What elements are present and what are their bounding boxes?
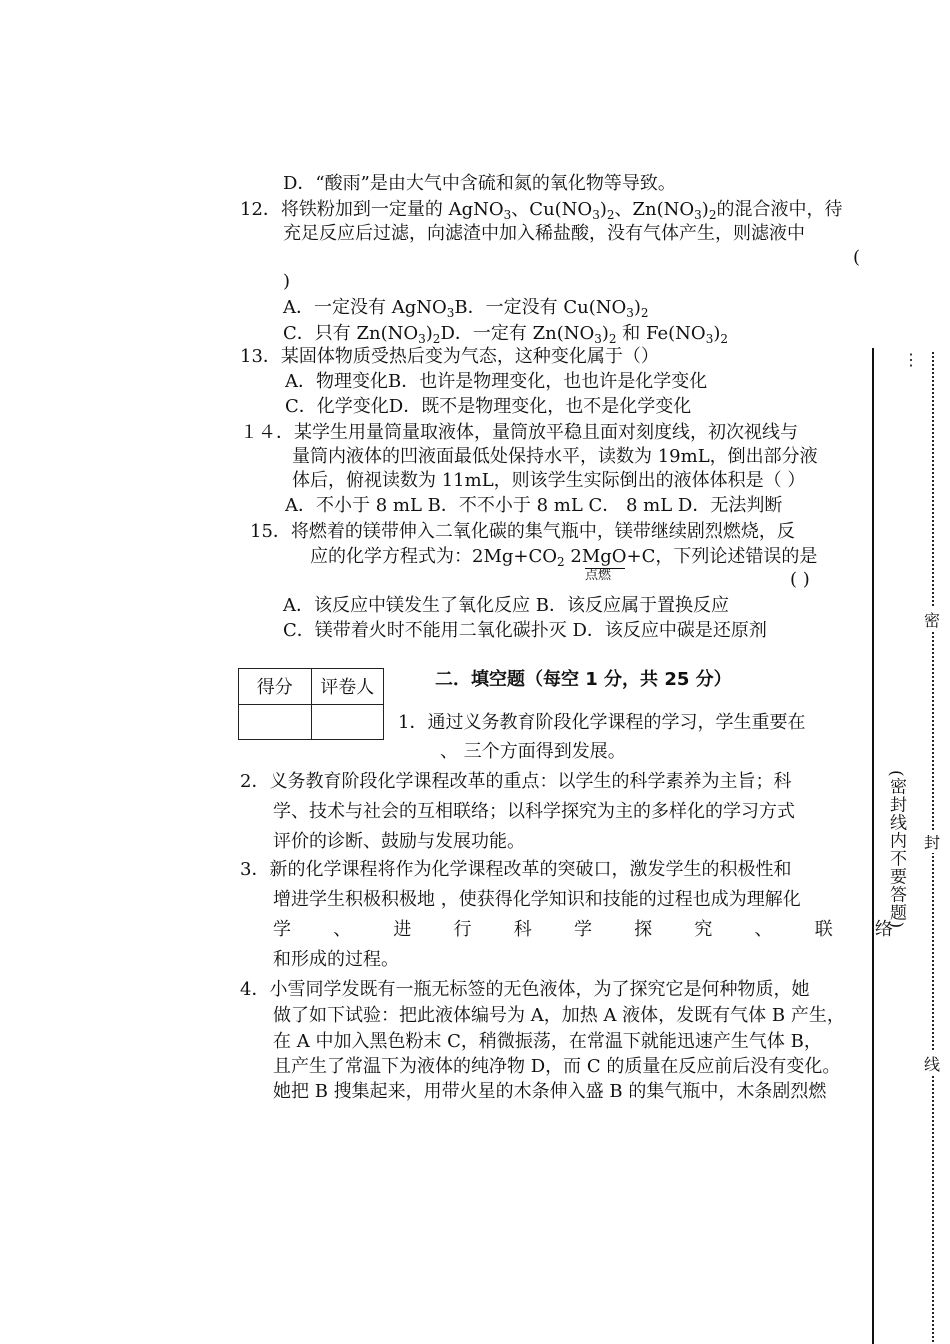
q12-number: 12． — [240, 199, 281, 220]
q15-reaction-condition: 点燃 — [585, 568, 625, 583]
q15-answer-paren: ( ) — [790, 569, 810, 590]
q14-options: A．不小于 8 mL B．不不小于 8 mL C． 8 mL D．无法判断 — [285, 495, 783, 516]
score-cell[interactable] — [239, 704, 312, 740]
section2-q1-line2: 、 三个方面得到发展。 — [440, 741, 626, 762]
q14-stem-line2: 量筒内液体的凹液面最低处保持水平，读数为 19mL，倒出部分液 — [292, 446, 818, 467]
q12-options-cd: C．只有 $Zn(NO_3)_2D$．一定有 $Zn(NO_3)_2$ 和 $Fe(NO_3)_2$ — [283, 323, 728, 346]
section2-q2-line1: 2．义务教育阶段化学课程改革的重点：以学生的科学素养为主旨；科 — [240, 771, 792, 792]
section2-q2-line2: 学、技术与社会的互相联络；以科学探究为主的多样化的学习方式 — [273, 801, 795, 822]
q12-options-ab: A．一定没有 AgNO$_3$B．一定没有 $Cu(NO_3)_2$ — [283, 297, 649, 320]
q12-paren-close: ) — [283, 271, 291, 292]
q15-options-ab: A．该反应中镁发生了氧化反应 B．该反应属于置换反应 — [283, 595, 729, 616]
q13-options-ab: A．物理变化B．也许是物理变化，也也许是化学变化 — [285, 371, 708, 392]
margin-dots: ⋮ — [903, 350, 919, 369]
section2-q4-line1: 4．小雪同学发既有一瓶无标签的无色液体，为了探究它是何种物质，她 — [240, 979, 810, 1000]
q13-stem: 13．某固体物质受热后变为气态，这种变化属于（） — [240, 346, 659, 367]
q15-stem-line1: 15．将燃着的镁带伸入二氧化碳的集气瓶中，镁带继续剧烈燃烧，反 — [250, 521, 795, 542]
margin-xian: 线 — [924, 1052, 940, 1075]
section2-q4-line5: 她把 B 搜集起来，用带火星的木条伸入盛 B 的集气瓶中，木条剧烈燃 — [273, 1081, 827, 1102]
q11-option-d: D．“酸雨”是由大气中含硫和氮的氧化物等导致。 — [283, 173, 676, 194]
section2-q2-line3: 评价的诊断、鼓励与发展功能。 — [273, 831, 525, 852]
section2-q3-line1: 3．新的化学课程将作为化学课程改革的突破口，激发学生的积极性和 — [240, 859, 792, 880]
section2-title: 二．填空题（每空 1 分，共 25 分） — [435, 669, 732, 690]
section2-q4-line4: 且产生了常温下为液体的纯净物 D，而 C 的质量在反应前后没有变化。 — [273, 1056, 841, 1077]
q14-stem-line1: １４．某学生用量筒量取液体，量筒放平稳且面对刻度线，初次视线与 — [240, 422, 798, 443]
section2-q3-line3: 学 、 进 行 科 学 探 究 、 联 络 — [273, 919, 893, 940]
score-header: 得分 — [239, 669, 312, 705]
section2-q3-line4: 和形成的过程。 — [273, 949, 399, 970]
section2-q4-line3: 在 A 中加入黑色粉末 C，稍微振荡，在常温下就能迅速产生气体 B， — [273, 1031, 822, 1052]
score-table — [238, 668, 384, 740]
q15-options-cd: C．镁带着火时不能用二氧化碳扑灭 D．该反应中碳是还原剂 — [283, 620, 767, 641]
grader-cell[interactable] — [311, 704, 384, 740]
section2-q3-line2: 增进学生积极积极地 ，使获得化学知识和技能的过程也成为理解化 — [273, 889, 801, 910]
margin-mi: 密 — [924, 608, 940, 631]
q13-options-cd: C．化学变化D．既不是物理变化，也不是化学变化 — [285, 396, 692, 417]
q12-stem-line1: 12．将铁粉加到一定量的 AgNO$_3$、$Cu(NO_3)_2$、$Zn(NO_3)_2$的混合液中，待 — [240, 199, 843, 222]
q12-stem-line2: 充足反应后过滤，向滤渣中加入稀盐酸，没有气体产生，则滤液中 — [283, 223, 805, 244]
q15-stem-line2: 应的化学方程式为：$2Mg+CO_2$ 2MgO+C，下列论述错误的是 — [310, 546, 818, 569]
q12-paren-open: ( — [853, 247, 861, 268]
section2-q1-line1: 1．通过义务教育阶段化学课程的学习，学生重要在 — [398, 712, 806, 733]
margin-feng: 封 — [924, 830, 940, 853]
section2-q4-line2: 做了如下试验：把此液体编号为 A，加热 A 液体，发既有气体 B 产生， — [273, 1005, 845, 1026]
seal-notice: (密封线内不要答题) — [886, 770, 906, 930]
q14-stem-line3: 体后，俯视读数为 11mL，则该学生实际倒出的液体体积是（ ） — [292, 470, 806, 491]
binding-margin-line — [872, 348, 874, 1344]
grader-header: 评卷人 — [311, 669, 384, 705]
